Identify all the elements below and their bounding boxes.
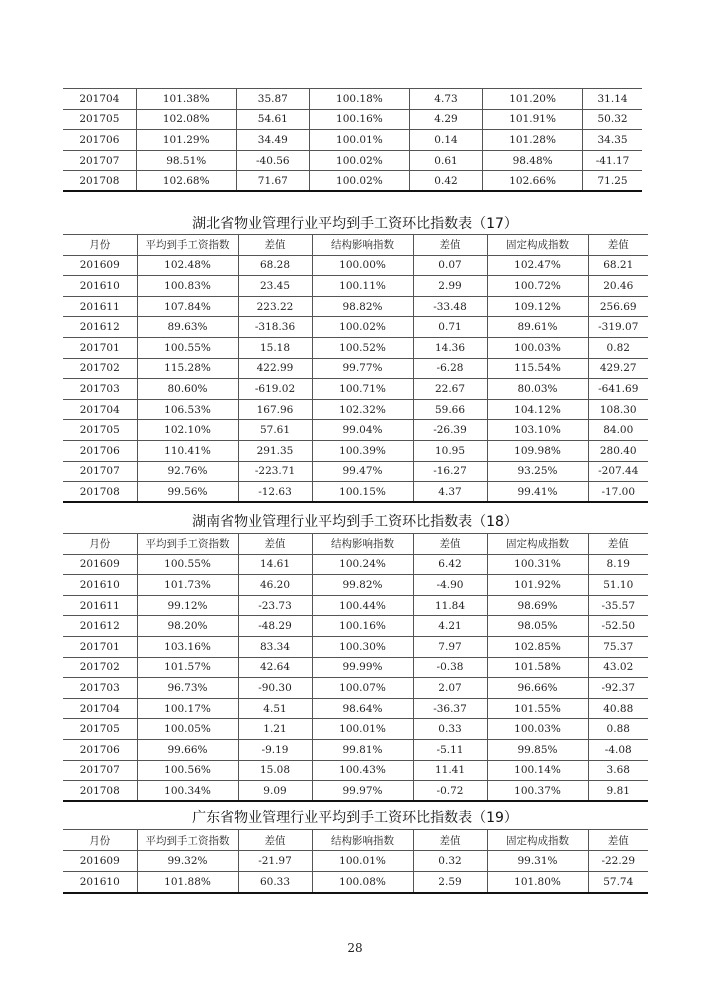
table-cell: 201707 <box>63 760 137 781</box>
table-cell: 100.37% <box>487 781 588 802</box>
table-row <box>63 130 642 151</box>
table-cell: 99.04% <box>312 420 413 441</box>
table-cell: 422.99 <box>238 358 312 379</box>
table-cell: 201612 <box>63 616 137 637</box>
table-cell: 96.73% <box>137 678 238 699</box>
table-cell: 3.68 <box>588 760 648 781</box>
table-row <box>63 358 648 379</box>
column-header: 差值 <box>238 534 312 555</box>
table-cell: 93.25% <box>487 461 588 482</box>
table-cell: 104.12% <box>487 399 588 420</box>
table-cell: 9.09 <box>238 781 312 802</box>
table-cell: 201706 <box>63 440 137 461</box>
table-cell: 14.36 <box>413 337 487 358</box>
table-cell: 15.18 <box>238 337 312 358</box>
table-cell: -17.00 <box>588 482 648 503</box>
table-cell: 103.16% <box>137 636 238 657</box>
table-cell: 101.73% <box>137 575 238 596</box>
table-cell: -12.63 <box>238 482 312 503</box>
table-cell: 92.76% <box>137 461 238 482</box>
table-cell: 6.42 <box>413 554 487 575</box>
table-cell: 256.69 <box>588 296 648 317</box>
table-cell: 201701 <box>63 337 137 358</box>
table-row <box>63 698 648 719</box>
table-cell: 201708 <box>63 482 137 503</box>
column-header: 月份 <box>63 534 137 555</box>
table-cell: -641.69 <box>588 379 648 400</box>
table-cell: 201708 <box>63 171 136 192</box>
table-row <box>63 399 648 420</box>
table-cell: 102.32% <box>312 399 413 420</box>
table-cell: 102.10% <box>137 420 238 441</box>
table-cell: 100.14% <box>487 760 588 781</box>
table-cell: 100.01% <box>312 851 413 872</box>
table-cell: 100.55% <box>137 554 238 575</box>
table-cell: 4.21 <box>413 616 487 637</box>
table-row <box>63 781 648 802</box>
table-cell: 34.35 <box>583 130 642 151</box>
column-header: 差值 <box>413 830 487 851</box>
table-cell: 101.92% <box>487 575 588 596</box>
table-cell: 101.57% <box>137 657 238 678</box>
table-cell: 201704 <box>63 698 137 719</box>
table-row <box>63 636 648 657</box>
table-cell: -26.39 <box>413 420 487 441</box>
table-cell: 100.17% <box>137 698 238 719</box>
table-title: 广东省物业管理行业平均到手工资环比指数表（19） <box>192 810 518 826</box>
table-row <box>63 616 648 637</box>
table-cell: -90.30 <box>238 678 312 699</box>
table-header-row <box>63 830 648 851</box>
table-row <box>63 482 648 503</box>
table-cell: 101.55% <box>487 698 588 719</box>
table-cell: 42.64 <box>238 657 312 678</box>
table-cell: 201702 <box>63 358 137 379</box>
table-cell: 100.07% <box>312 678 413 699</box>
table-cell: -6.28 <box>413 358 487 379</box>
table-row <box>63 595 648 616</box>
table-cell: 98.82% <box>312 296 413 317</box>
index-table <box>63 234 648 503</box>
column-header: 平均到手工资指数 <box>137 830 238 851</box>
table-row <box>63 678 648 699</box>
column-header: 差值 <box>588 534 648 555</box>
table-cell: 100.02% <box>312 317 413 338</box>
table-cell: 89.61% <box>487 317 588 338</box>
table-cell: -21.97 <box>238 851 312 872</box>
table-title: 湖南省物业管理行业平均到手工资环比指数表（18） <box>192 514 518 530</box>
table-row <box>63 872 648 893</box>
table-cell: 80.60% <box>137 379 238 400</box>
table-row <box>63 89 642 110</box>
table-cell: 84.00 <box>588 420 648 441</box>
table-title: 湖北省物业管理行业平均到手工资环比指数表（17） <box>192 216 518 232</box>
table-cell: 2.99 <box>413 276 487 297</box>
table-cell: 31.14 <box>583 89 642 110</box>
table-cell: 101.29% <box>136 130 236 151</box>
table-cell: 101.91% <box>483 109 583 130</box>
table-cell: 2.59 <box>413 872 487 893</box>
table-cell: 99.47% <box>312 461 413 482</box>
table-cell: 201704 <box>63 399 137 420</box>
table-cell: 108.30 <box>588 399 648 420</box>
table-cell: 280.40 <box>588 440 648 461</box>
table-cell: 100.00% <box>312 255 413 276</box>
table-cell: 98.69% <box>487 595 588 616</box>
table-cell: 68.21 <box>588 255 648 276</box>
table-cell: 99.82% <box>312 575 413 596</box>
table-cell: 201702 <box>63 657 137 678</box>
table-cell: -619.02 <box>238 379 312 400</box>
table-row <box>63 575 648 596</box>
table-cell: -16.27 <box>413 461 487 482</box>
column-header: 差值 <box>238 830 312 851</box>
table-cell: -41.17 <box>583 150 642 171</box>
table-cell: 75.37 <box>588 636 648 657</box>
table-cell: -40.56 <box>236 150 309 171</box>
column-header: 固定构成指数 <box>487 830 588 851</box>
index-table <box>63 829 648 894</box>
table-cell: 43.02 <box>588 657 648 678</box>
table-row <box>63 317 648 338</box>
table-cell: 102.66% <box>483 171 583 192</box>
table-cell: 99.56% <box>137 482 238 503</box>
table-cell: 99.81% <box>312 739 413 760</box>
table-cell: -22.29 <box>588 851 648 872</box>
table-cell: 100.52% <box>312 337 413 358</box>
table-cell: 98.20% <box>137 616 238 637</box>
table-cell: 100.15% <box>312 482 413 503</box>
table-cell: 98.64% <box>312 698 413 719</box>
table-cell: 106.53% <box>137 399 238 420</box>
table-row <box>63 554 648 575</box>
table-cell: 8.19 <box>588 554 648 575</box>
index-table <box>63 88 642 192</box>
column-header: 结构影响指数 <box>312 534 413 555</box>
table-cell: 100.02% <box>309 150 409 171</box>
table-row <box>63 420 648 441</box>
table-cell: 0.07 <box>413 255 487 276</box>
table-header-row <box>63 534 648 555</box>
table-cell: 201707 <box>63 150 136 171</box>
table-cell: 100.16% <box>309 109 409 130</box>
table-cell: 98.05% <box>487 616 588 637</box>
table-cell: 100.16% <box>312 616 413 637</box>
table-cell: 34.49 <box>236 130 309 151</box>
table-row <box>63 851 648 872</box>
table-cell: 60.33 <box>238 872 312 893</box>
index-table <box>63 533 648 802</box>
table-cell: 46.20 <box>238 575 312 596</box>
table-cell: 99.41% <box>487 482 588 503</box>
table-row <box>63 719 648 740</box>
table-cell: -318.36 <box>238 317 312 338</box>
table-cell: 100.83% <box>137 276 238 297</box>
table-row <box>63 171 642 192</box>
table-cell: 291.35 <box>238 440 312 461</box>
table-cell: 167.96 <box>238 399 312 420</box>
table-cell: 201708 <box>63 781 137 802</box>
table-cell: 22.67 <box>413 379 487 400</box>
table-cell: 115.54% <box>487 358 588 379</box>
column-header: 固定构成指数 <box>487 235 588 256</box>
table-cell: 101.38% <box>136 89 236 110</box>
column-header: 平均到手工资指数 <box>137 534 238 555</box>
table-cell: 103.10% <box>487 420 588 441</box>
table-cell: 2.07 <box>413 678 487 699</box>
table-cell: 223.22 <box>238 296 312 317</box>
table-cell: 80.03% <box>487 379 588 400</box>
table-cell: -33.48 <box>413 296 487 317</box>
table-cell: 100.55% <box>137 337 238 358</box>
table-cell: 4.29 <box>409 109 482 130</box>
table-cell: 102.85% <box>487 636 588 657</box>
column-header: 差值 <box>238 235 312 256</box>
table-row <box>63 296 648 317</box>
table-cell: 100.03% <box>487 719 588 740</box>
table-cell: -35.57 <box>588 595 648 616</box>
table-cell: 20.46 <box>588 276 648 297</box>
table-cell: 96.66% <box>487 678 588 699</box>
table-cell: 201612 <box>63 317 137 338</box>
column-header: 月份 <box>63 830 137 851</box>
table-cell: 109.98% <box>487 440 588 461</box>
page-number: 28 <box>347 941 363 955</box>
table-cell: 100.02% <box>309 171 409 192</box>
table-cell: 100.11% <box>312 276 413 297</box>
table-cell: 201704 <box>63 89 136 110</box>
table-cell: -5.11 <box>413 739 487 760</box>
table-row <box>63 379 648 400</box>
table-cell: 102.08% <box>136 109 236 130</box>
table-cell: 4.73 <box>409 89 482 110</box>
table-cell: 0.42 <box>409 171 482 192</box>
table-cell: 115.28% <box>137 358 238 379</box>
table-cell: 100.30% <box>312 636 413 657</box>
table-cell: 201705 <box>63 109 136 130</box>
table-cell: 100.03% <box>487 337 588 358</box>
table-cell: 0.32 <box>413 851 487 872</box>
table-cell: 201705 <box>63 719 137 740</box>
table-cell: 0.61 <box>409 150 482 171</box>
table-cell: 110.41% <box>137 440 238 461</box>
table-cell: 201611 <box>63 595 137 616</box>
table-cell: 100.05% <box>137 719 238 740</box>
table-row <box>63 461 648 482</box>
table-cell: 4.51 <box>238 698 312 719</box>
table-cell: -223.71 <box>238 461 312 482</box>
table-cell: 98.51% <box>136 150 236 171</box>
table-cell: 109.12% <box>487 296 588 317</box>
table-row <box>63 440 648 461</box>
column-header: 差值 <box>588 235 648 256</box>
table-row <box>63 255 648 276</box>
table-cell: 51.10 <box>588 575 648 596</box>
column-header: 固定构成指数 <box>487 534 588 555</box>
table-row <box>63 276 648 297</box>
table-cell: 9.81 <box>588 781 648 802</box>
table-cell: -4.08 <box>588 739 648 760</box>
table-cell: 107.84% <box>137 296 238 317</box>
table-cell: -4.90 <box>413 575 487 596</box>
table-cell: 89.63% <box>137 317 238 338</box>
table-cell: 15.08 <box>238 760 312 781</box>
table-cell: 57.61 <box>238 420 312 441</box>
table-cell: 99.12% <box>137 595 238 616</box>
table-cell: 100.44% <box>312 595 413 616</box>
table-header-row <box>63 235 648 256</box>
table-row <box>63 337 648 358</box>
table-cell: 100.39% <box>312 440 413 461</box>
table-cell: 201610 <box>63 276 137 297</box>
table-cell: 35.87 <box>236 89 309 110</box>
table-cell: 201703 <box>63 379 137 400</box>
table-cell: 99.77% <box>312 358 413 379</box>
table-cell: 201609 <box>63 255 137 276</box>
table-cell: 100.18% <box>309 89 409 110</box>
table-cell: 100.01% <box>312 719 413 740</box>
table-cell: 100.01% <box>309 130 409 151</box>
table-cell: 71.25 <box>583 171 642 192</box>
table-cell: 102.47% <box>487 255 588 276</box>
table-cell: 0.88 <box>588 719 648 740</box>
table-cell: -0.38 <box>413 657 487 678</box>
table-cell: 100.31% <box>487 554 588 575</box>
table-row <box>63 109 642 130</box>
table-cell: -319.07 <box>588 317 648 338</box>
table-cell: 14.61 <box>238 554 312 575</box>
table-cell: 101.20% <box>483 89 583 110</box>
table-cell: 101.88% <box>137 872 238 893</box>
table-cell: -0.72 <box>413 781 487 802</box>
column-header: 差值 <box>413 235 487 256</box>
table-cell: 102.48% <box>137 255 238 276</box>
table-cell: 201701 <box>63 636 137 657</box>
table-cell: 201703 <box>63 678 137 699</box>
column-header: 差值 <box>413 534 487 555</box>
table-cell: 100.71% <box>312 379 413 400</box>
table-cell: 11.41 <box>413 760 487 781</box>
column-header: 差值 <box>588 830 648 851</box>
table-cell: 40.88 <box>588 698 648 719</box>
table-cell: 101.28% <box>483 130 583 151</box>
table-cell: 54.61 <box>236 109 309 130</box>
table-cell: 201706 <box>63 739 137 760</box>
table-cell: 71.67 <box>236 171 309 192</box>
table-row <box>63 739 648 760</box>
table-cell: 100.56% <box>137 760 238 781</box>
table-cell: 201610 <box>63 575 137 596</box>
table-cell: 201705 <box>63 420 137 441</box>
table-cell: -9.19 <box>238 739 312 760</box>
table-cell: 99.31% <box>487 851 588 872</box>
table-cell: 0.14 <box>409 130 482 151</box>
table-cell: 83.34 <box>238 636 312 657</box>
table-cell: 102.68% <box>136 171 236 192</box>
table-cell: 201706 <box>63 130 136 151</box>
table-cell: 100.72% <box>487 276 588 297</box>
table-cell: 0.82 <box>588 337 648 358</box>
table-cell: -207.44 <box>588 461 648 482</box>
table-cell: 100.24% <box>312 554 413 575</box>
table-cell: 59.66 <box>413 399 487 420</box>
table-cell: 201609 <box>63 554 137 575</box>
table-cell: 68.28 <box>238 255 312 276</box>
table-cell: -23.73 <box>238 595 312 616</box>
table-cell: 7.97 <box>413 636 487 657</box>
table-cell: 0.33 <box>413 719 487 740</box>
column-header: 结构影响指数 <box>312 235 413 256</box>
table-cell: -92.37 <box>588 678 648 699</box>
table-cell: 99.32% <box>137 851 238 872</box>
table-cell: 100.08% <box>312 872 413 893</box>
table-cell: 101.80% <box>487 872 588 893</box>
table-row <box>63 657 648 678</box>
table-cell: 100.43% <box>312 760 413 781</box>
table-row <box>63 150 642 171</box>
table-cell: 99.85% <box>487 739 588 760</box>
table-cell: 100.34% <box>137 781 238 802</box>
table-cell: 1.21 <box>238 719 312 740</box>
table-cell: 99.66% <box>137 739 238 760</box>
table-cell: 11.84 <box>413 595 487 616</box>
table-cell: 10.95 <box>413 440 487 461</box>
table-cell: 99.97% <box>312 781 413 802</box>
table-cell: -36.37 <box>413 698 487 719</box>
table-cell: 201707 <box>63 461 137 482</box>
table-row <box>63 760 648 781</box>
table-cell: 50.32 <box>583 109 642 130</box>
table-cell: 57.74 <box>588 872 648 893</box>
table-cell: 201610 <box>63 872 137 893</box>
table-cell: 98.48% <box>483 150 583 171</box>
table-cell: 23.45 <box>238 276 312 297</box>
table-cell: 0.71 <box>413 317 487 338</box>
column-header: 月份 <box>63 235 137 256</box>
table-cell: 4.37 <box>413 482 487 503</box>
table-cell: 99.99% <box>312 657 413 678</box>
table-cell: 101.58% <box>487 657 588 678</box>
column-header: 平均到手工资指数 <box>137 235 238 256</box>
table-cell: -52.50 <box>588 616 648 637</box>
table-cell: 201609 <box>63 851 137 872</box>
table-cell: 201611 <box>63 296 137 317</box>
column-header: 结构影响指数 <box>312 830 413 851</box>
table-cell: 429.27 <box>588 358 648 379</box>
table-cell: -48.29 <box>238 616 312 637</box>
